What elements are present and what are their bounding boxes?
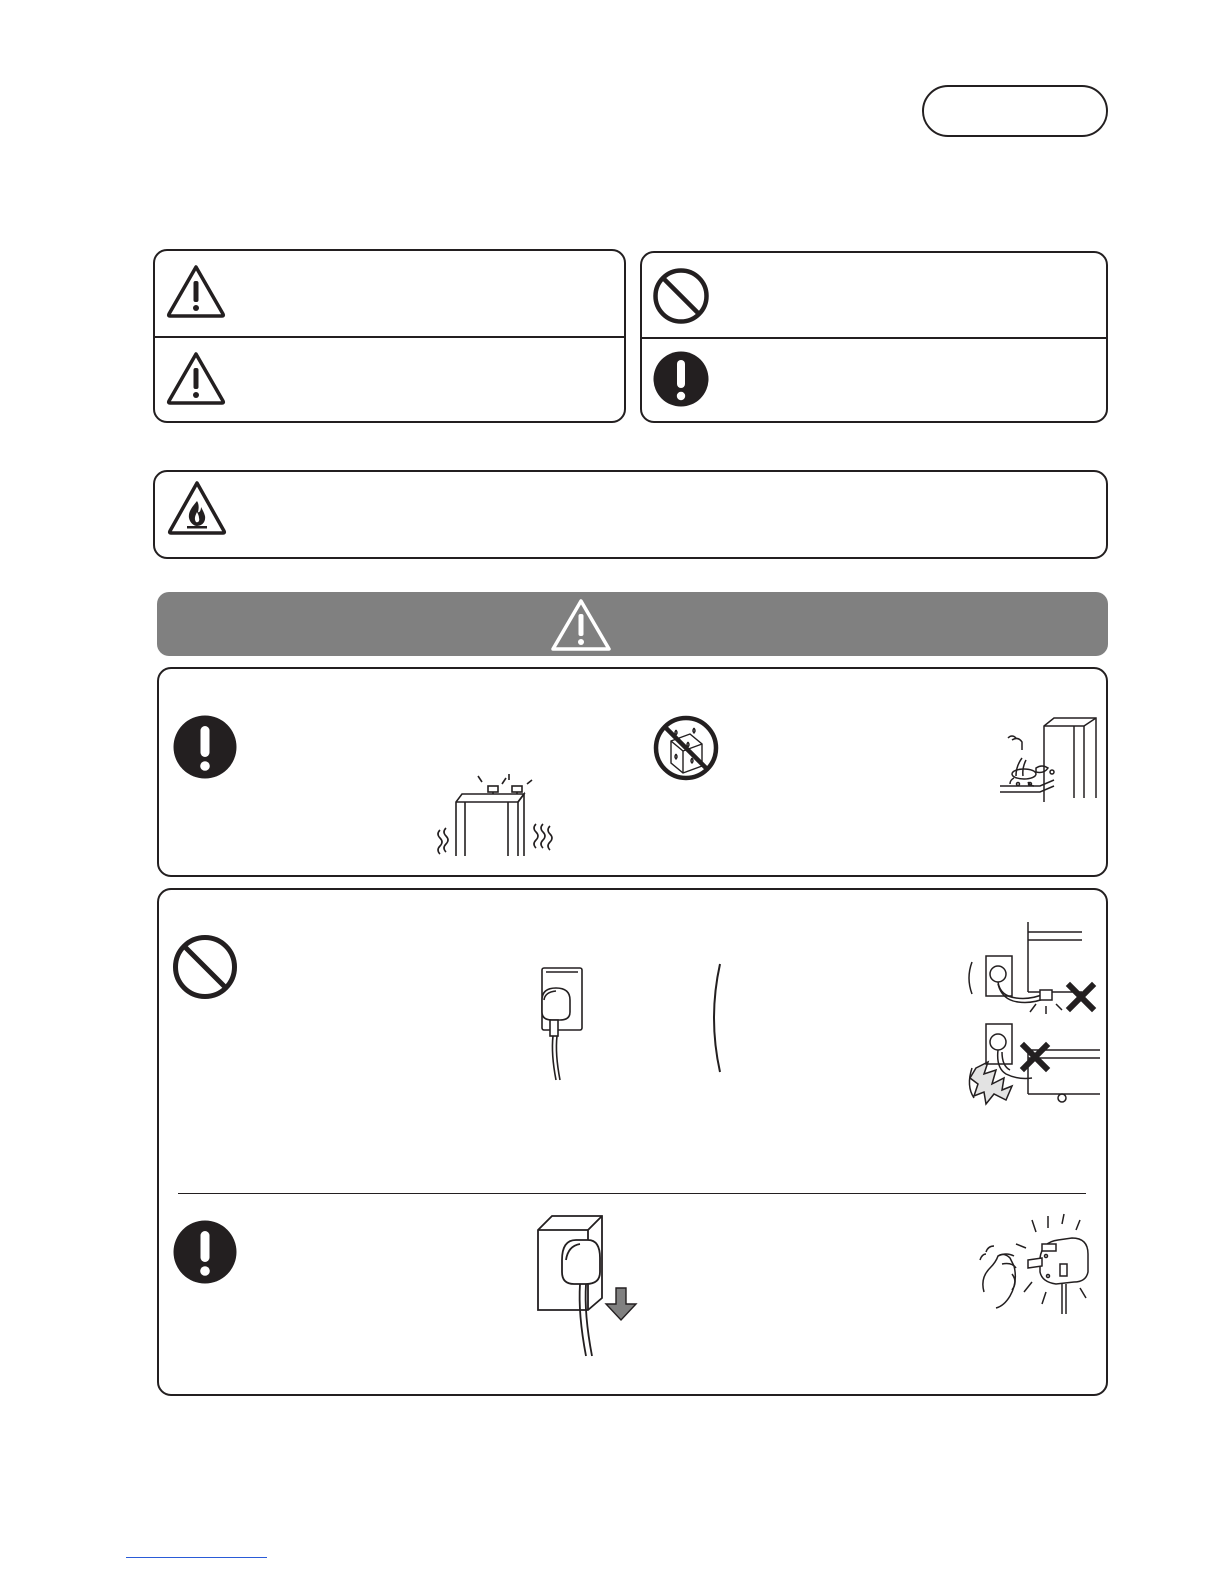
mandatory-exclamation-icon bbox=[652, 350, 710, 408]
prohibited-icon bbox=[652, 267, 710, 325]
bracket-decoration bbox=[708, 962, 728, 1074]
no-wet-location-icon bbox=[652, 714, 720, 782]
mandatory-exclamation-icon bbox=[172, 714, 238, 780]
power-section-divider bbox=[178, 1193, 1086, 1194]
flammable-notice-box bbox=[153, 470, 1108, 559]
warning-triangle-icon bbox=[166, 350, 226, 406]
footer-rule bbox=[126, 1557, 267, 1558]
flammable-warning-icon bbox=[166, 479, 228, 537]
install-section-box bbox=[157, 667, 1108, 877]
warning-triangle-icon bbox=[166, 263, 226, 319]
warning-banner bbox=[157, 592, 1108, 656]
pull-plug-down-illustration bbox=[528, 1214, 644, 1360]
crushed-cord-illustration bbox=[966, 918, 1104, 1110]
warning-triangle-icon bbox=[549, 597, 613, 653]
unstable-refrigerator-illustration bbox=[432, 772, 562, 858]
legend-right-divider bbox=[642, 337, 1106, 339]
water-tap-near-refrigerator-illustration bbox=[996, 712, 1100, 812]
mandatory-exclamation-icon bbox=[172, 1219, 238, 1285]
legend-left-divider bbox=[155, 336, 624, 338]
prohibited-icon bbox=[172, 934, 238, 1000]
page-badge bbox=[922, 85, 1108, 137]
plug-in-socket-illustration bbox=[526, 964, 588, 1084]
wipe-dusty-plug-illustration bbox=[976, 1212, 1092, 1316]
